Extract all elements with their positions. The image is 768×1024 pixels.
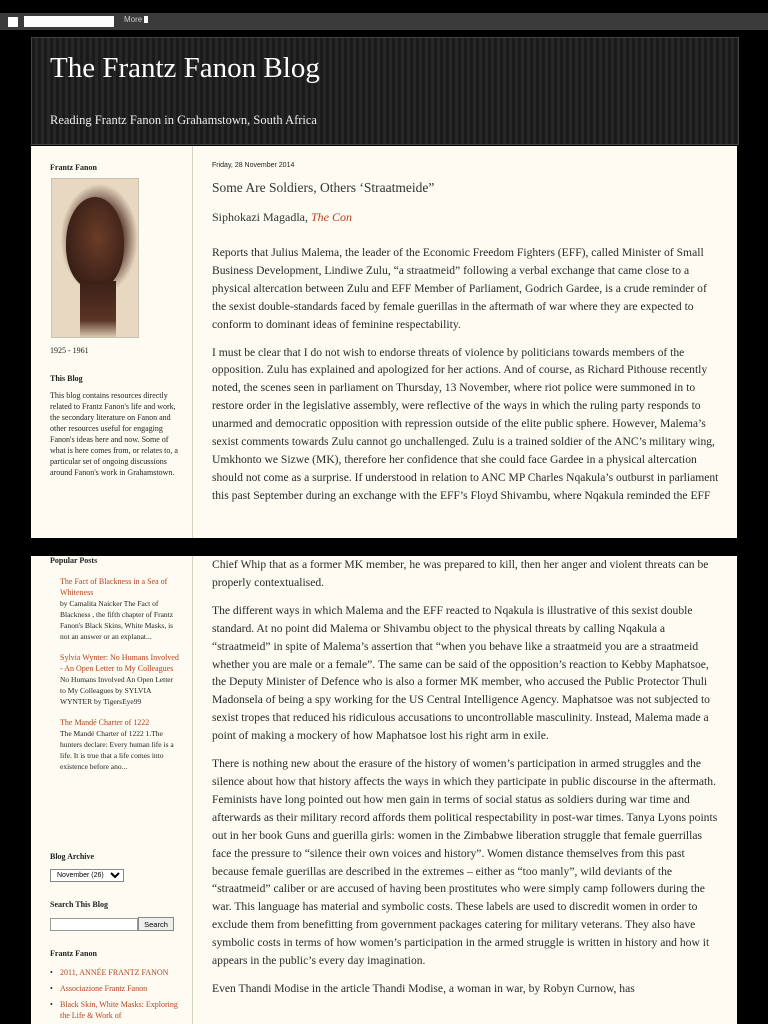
archive-dropdown[interactable] [50, 869, 124, 882]
navbar-search-input[interactable] [24, 16, 114, 27]
post-body-top [212, 244, 720, 515]
post-paragraph: There is nothing new about the erasure of the history of women’s participation in armed struggles and the silence about how that history affects the ways in which they participate in public discourse in the aftermath. Feminists have long pointed out how men gain in terms of social status as soldiers during war time and afterwards as their military record affords them political respectability in post-war times. Tanya Lyons points out in her book Guns and guerilla girls: women in the Zimbabwe liberation struggle that female guerrillas face the pressure to “silence their own voices and history”. Women distance themselves from this past because female guerillas are described in the extremes – either as “too manly”, wild deviants of the “straatmeid” caliber or are accused of having been prostitutes who were simply camp followers during the war. This language has material and symbolic costs. These labels are used to discredit women in order to exclude them from benefitting from government packages catering for military veterans. They also have symbolic costs in terms of how women’s participation in the armed struggle is written in history and how it appears in the public’s every day imagination. [212, 757, 718, 968]
fanon-portrait-image [51, 178, 139, 338]
link-anchor[interactable]: Associazione Frantz Fanon [60, 984, 148, 993]
blog-description: Reading Frantz Fanon in Grahamstown, South Africa [50, 113, 317, 127]
popular-post-link[interactable]: The Mandé Charter of 1222 [60, 718, 150, 727]
post-body-bottom [212, 556, 720, 1008]
post-paragraph: Chief Whip that as a former MK member, he was prepared to kill, then her anger and violent threats can be properly contextualised. [212, 558, 709, 589]
search-input[interactable] [50, 918, 138, 931]
link-anchor[interactable]: Black Skin, White Masks: Exploring the Life & Work of [60, 1000, 178, 1020]
popular-post-item [60, 652, 180, 707]
popular-post-snippet: No Humans Involved An Open Letter to My Colleagues by SYLVIA WYNTER by TigersEye99 [60, 675, 174, 706]
post-paragraph: Reports that Julius Malema, the leader of the Economic Freedom Fighters (EFF), called Minister of Small Business Development, Lindiwe Zulu, “a straatmeid” following a verbal exchange that came close to a physical altercation between Zulu and EFF Member of Parliament, Godrich Gardee, is a crude reminder of the sexist double-standards faced by female guerillas in the aftermath of war where they are expected to conform to dominant ideas of feminine respectability. [212, 246, 707, 331]
archive-title: Blog Archive [50, 852, 95, 861]
search-button[interactable]: Search [138, 917, 174, 931]
bottom-screen [0, 556, 768, 1024]
post-author [212, 210, 352, 225]
link-item [50, 967, 180, 978]
post-date: Friday, 28 November 2014 [212, 162, 295, 169]
popular-post-link[interactable]: Sylvia Wynter: No Humans Involved - An Open Letter to My Colleagues [60, 653, 179, 673]
popular-post-item [60, 576, 180, 642]
post-paragraph: Even Thandi Modise in the article Thandi Modise, a woman in war, by Robyn Curnow, has [212, 981, 635, 995]
content-area [31, 146, 737, 538]
blogger-navbar [0, 13, 768, 30]
link-item [50, 999, 180, 1021]
blog-title[interactable]: The Frantz Fanon Blog [50, 52, 320, 84]
links-title: Frantz Fanon [50, 949, 97, 958]
links-list [50, 967, 180, 1024]
popular-post-item [60, 717, 180, 772]
portrait-face [66, 197, 124, 289]
popular-posts-list [60, 576, 180, 782]
about-title: This Blog [50, 374, 83, 383]
post-paragraph: I must be clear that I do not wish to endorse threats of violence by politicians towards members of the opposition. Zulu has explained and apologized for her actions. And of course, as Richard Pithouse recently noted, the scenes seen in parliament on Thursday, 13 November, where riot police were summoned in to restore order in the legislative assembly, were reflective of the ways in which the ruling party responds to unarmed and democratic opposition with repression outside of the elite public sphere. However, Malema’s sexist comments towards Zulu cannot go unchallenged. Zulu is a trained soldier of the ANC’s military wing, Umkhonto we Sizwe (MK), therefore her confidence that she could face Gardee in a physical altercation should not come as a surprise. If understood in relation to ANC MP Charles Nqakula’s outburst in parliament this past September during an exchange with the EFF’s Floyd Shivambu, where Nqakula reminded the EFF [212, 345, 719, 502]
popular-posts-title: Popular Posts [50, 556, 98, 565]
navbar-more-label: More [124, 15, 143, 24]
popular-post-snippet: The Mandé Charter of 1222 1.The hunters declare: Every human life is a life. It is true that a life comes into existence before ano... [60, 729, 174, 771]
post-paragraph: The different ways in which Malema and the EFF reacted to Nqakula is illustrative of this sexist double standard. At no point did Malema or Shivambu object to the physical threats by calling Nqakula a “straatmeid” in spite of Malema’s assertion that “when you behave like a straatmeid you are a straatmeid whether you are male or a female”. The same can be said of the opposition’s reaction to Kebby Maphatsoe, the Deputy Minister of Defence who is also a former MK member, who accused the Public Protector Thuli Madonsela of being a spy working for the US Central Intelligence Agency. Maphatsoe was not subjected to sexist tropes that reduced his ridiculous accusations to uncontrollable masculinity. Instead, Malema made a point of making a mockery of how Maphatsoe lost his right arm in exile. [212, 603, 710, 743]
sidebar-divider [192, 556, 193, 1024]
author-name: Siphokazi Magadla, [212, 210, 308, 224]
navbar-more-link[interactable] [124, 15, 148, 24]
link-anchor[interactable]: 2011, ANNÉE FRANTZ FANON [60, 968, 169, 977]
profile-caption: 1925 - 1961 [50, 346, 89, 355]
search-title: Search This Blog [50, 900, 108, 909]
sidebar-divider [192, 146, 193, 538]
link-item [50, 983, 180, 994]
popular-post-snippet: by Camalita Naicker The Fact of Blackness , the fifth chapter of Frantz Fanon's Black Skins, White Masks, is not an answer or an explanat... [60, 599, 174, 641]
blogger-logo-icon[interactable] [8, 17, 18, 27]
source-link[interactable]: The Con [310, 210, 352, 224]
post-title[interactable]: Some Are Soldiers, Others ‘Straatmeide” [212, 180, 435, 195]
about-text: This blog contains resources directly related to Frantz Fanon's life and work, the secondary literature on Fanon and other resources useful for engaging Fanon's ideas here and now. Some of what is here comes from, or relates to, a particular set of ongoing discussions around Fanon's work in Grahamstown. [50, 391, 178, 477]
more-arrow-icon [144, 16, 148, 23]
blog-header [31, 37, 739, 145]
profile-title: Frantz Fanon [50, 163, 97, 172]
portrait-neck [80, 281, 116, 337]
content-area-continued [31, 556, 737, 1024]
popular-post-link[interactable]: The Fact of Blackness in a Sea of Whiteness [60, 577, 168, 597]
